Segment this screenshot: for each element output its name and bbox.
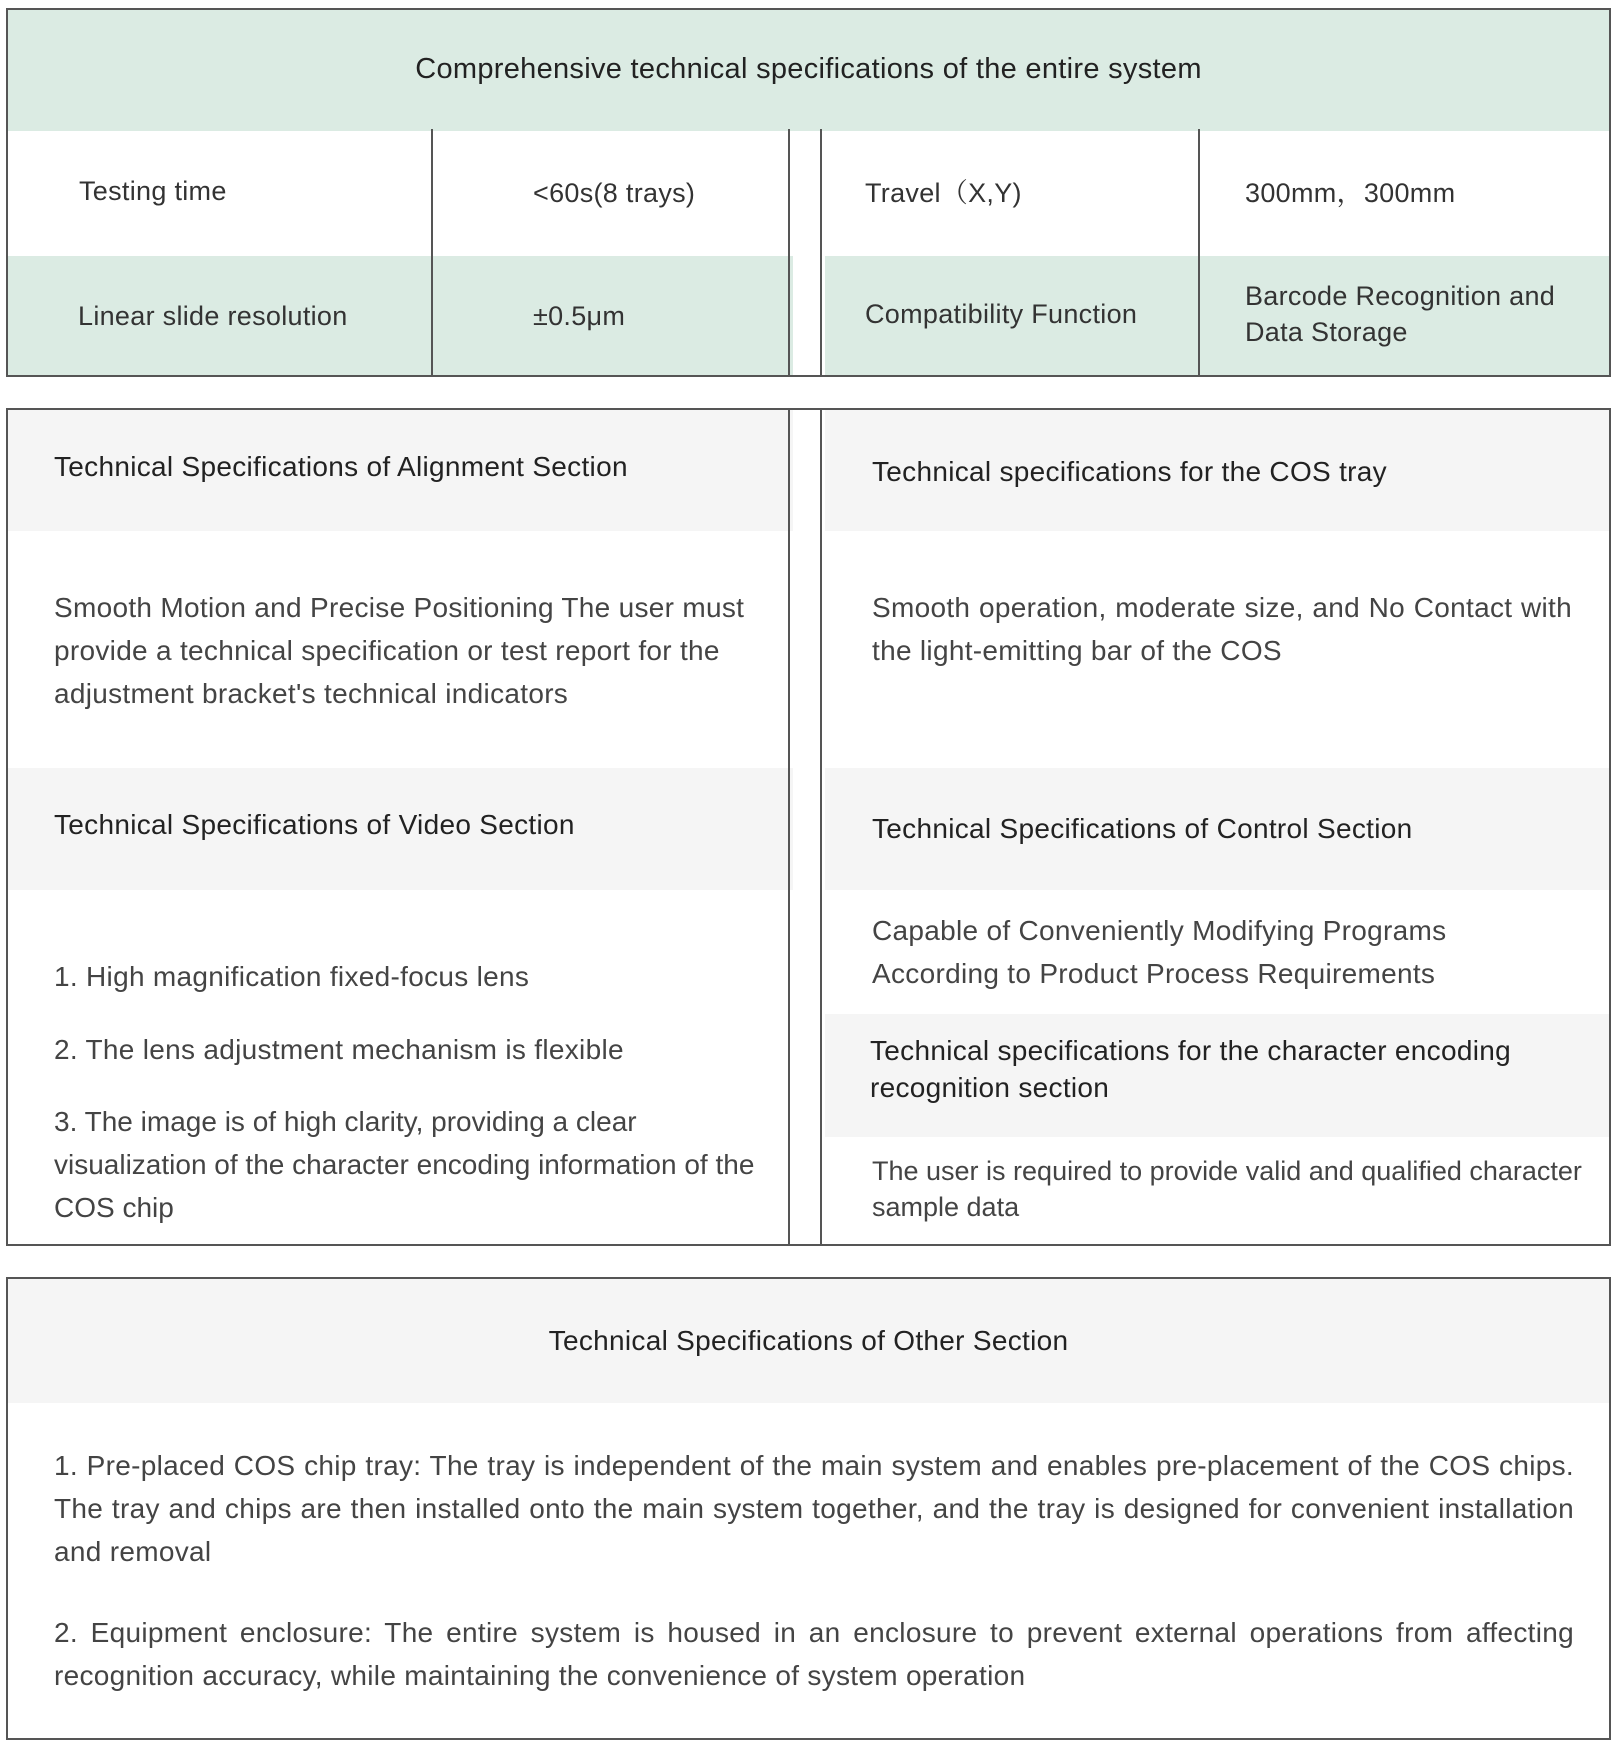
column-divider xyxy=(820,410,822,1244)
char-encoding-section-title: Technical specifications for the character encoding recognition section xyxy=(870,1035,1511,1103)
spec-value: Barcode Recognition and Data Storage xyxy=(1245,281,1556,347)
video-list-item: 3. The image is of high clarity, providing a clear visualization of the character encoding information of the COS chip xyxy=(54,1106,755,1223)
alignment-section-title: Technical Specifications of Alignment Section xyxy=(54,451,628,482)
system-specs-table xyxy=(6,8,1611,377)
column-divider xyxy=(431,129,433,375)
spec-label: Compatibility Function xyxy=(865,299,1138,329)
alignment-section-body: Smooth Motion and Precise Positioning The user must provide a technical specification or test report for the adjustment bracket's technical indicators xyxy=(54,592,745,709)
column-divider xyxy=(788,129,790,375)
module-specs-table xyxy=(6,408,1611,1246)
video-section-title: Technical Specifications of Video Section xyxy=(54,809,575,840)
other-specs-table xyxy=(6,1277,1611,1740)
system-specs-title: Comprehensive technical specifications of the entire system xyxy=(415,53,1202,85)
column-divider xyxy=(788,410,790,1244)
cos-tray-section-body: Smooth operation, moderate size, and No Contact with the light-emitting bar of the COS xyxy=(872,592,1572,666)
other-list-item: 2. Equipment enclosure: The entire system is housed in an enclosure to prevent external operations from affecting recognition accuracy, while maintaining the convenience of system operation xyxy=(54,1617,1574,1691)
video-list-item: 2. The lens adjustment mechanism is flexible xyxy=(54,1034,624,1065)
other-section-title: Technical Specifications of Other Section xyxy=(548,1325,1069,1356)
spec-value: <60s(8 trays) xyxy=(533,178,696,208)
spec-value: ±0.5μm xyxy=(533,301,626,331)
spec-value: 300mm，300mm xyxy=(1245,178,1456,208)
video-list-item: 1. High magnification fixed-focus lens xyxy=(54,961,530,992)
spec-label: Linear slide resolution xyxy=(78,301,348,331)
control-section-body: Capable of Conveniently Modifying Programs According to Product Process Requirements xyxy=(872,915,1447,989)
column-divider xyxy=(1198,129,1200,375)
cos-tray-section-title: Technical specifications for the COS tray xyxy=(872,456,1387,487)
char-encoding-section-body: The user is required to provide valid and qualified character sample data xyxy=(872,1156,1582,1222)
other-list-item: 1. Pre-placed COS chip tray: The tray is independent of the main system and enables pre-placement of the COS chips. The tray and chips are then installed onto the main system together, and the tray is designed for convenient installation and removal xyxy=(54,1450,1574,1567)
spec-label: Travel（X,Y) xyxy=(865,178,1022,208)
spec-label: Testing time xyxy=(79,176,227,206)
column-divider xyxy=(820,129,822,375)
control-section-title: Technical Specifications of Control Section xyxy=(872,813,1413,844)
